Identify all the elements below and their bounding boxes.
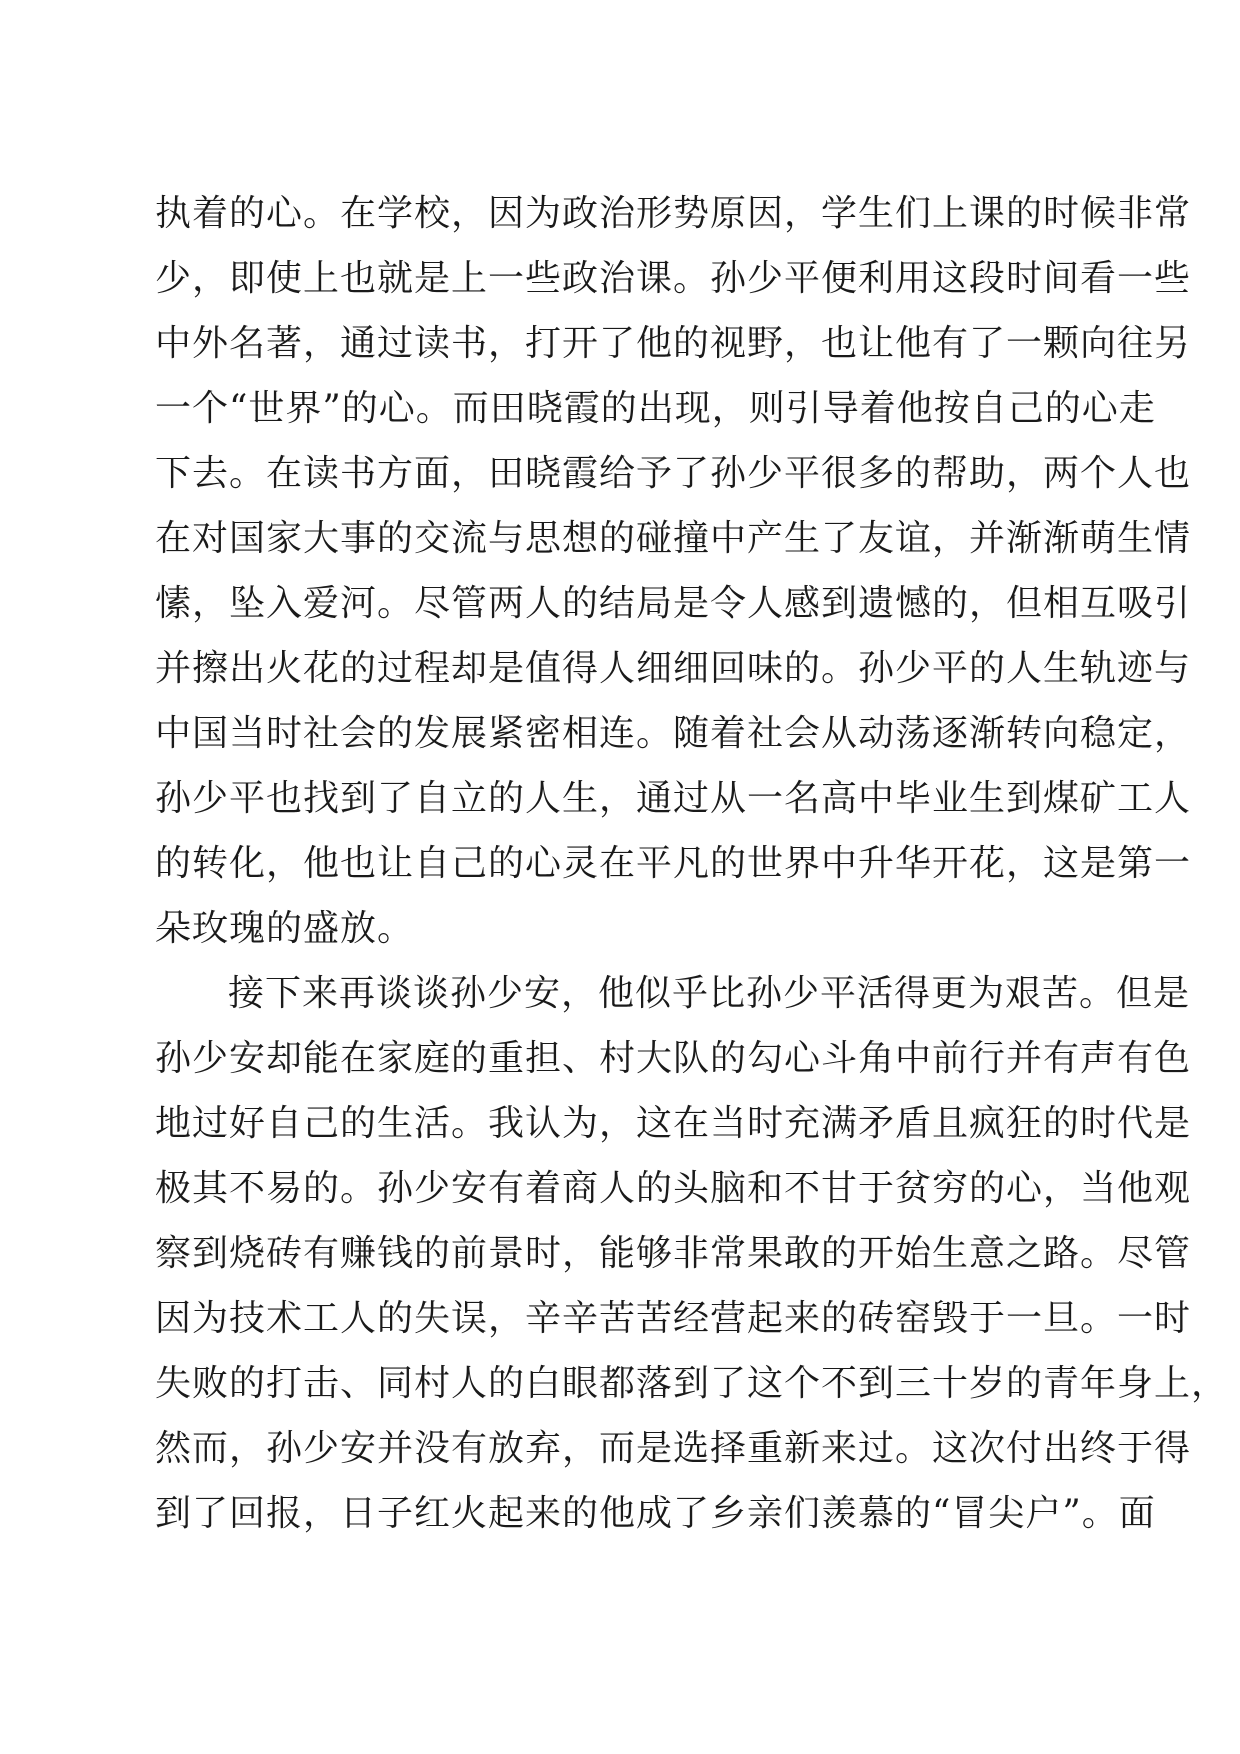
- text-line: 地过好自己的生活。我认为，这在当时充满矛盾且疯狂的时代是: [155, 1103, 1192, 1144]
- text-line: 在对国家大事的交流与思想的碰撞中产生了友谊，并渐渐萌生情: [155, 518, 1192, 559]
- text-line: 少，即使上也就是上一些政治课。孙少平便利用这段时间看一些: [155, 258, 1192, 299]
- text-line: 朵玫瑰的盛放。: [155, 908, 415, 949]
- paragraph-2: [155, 961, 1229, 1546]
- paragraph-1: [155, 181, 1192, 961]
- text-line: 到了回报，日子红火起来的他成了乡亲们羡慕的“冒尖户”。面: [155, 1493, 1156, 1534]
- text-line: 然而，孙少安并没有放弃，而是选择重新来过。这次付出终于得: [155, 1428, 1192, 1469]
- text-line: 中外名著，通过读书，打开了他的视野，也让他有了一颗向往另: [155, 323, 1192, 364]
- body-text: [155, 181, 1229, 1546]
- text-line: 愫，坠入爱河。尽管两人的结局是令人感到遗憾的，但相互吸引: [155, 583, 1192, 624]
- text-line: 失败的打击、同村人的白眼都落到了这个不到三十岁的青年身上，: [155, 1363, 1229, 1404]
- text-line: 极其不易的。孙少安有着商人的头脑和不甘于贫穷的心，当他观: [155, 1168, 1192, 1209]
- text-line: 并擦出火花的过程却是值得人细细回味的。孙少平的人生轨迹与: [155, 648, 1192, 689]
- text-line: 执着的心。在学校，因为政治形势原因，学生们上课的时候非常: [155, 193, 1192, 234]
- text-line: 孙少安却能在家庭的重担、村大队的勾心斗角中前行并有声有色: [155, 1038, 1192, 1079]
- text-line: 孙少平也找到了自立的人生，通过从一名高中毕业生到煤矿工人: [155, 778, 1192, 819]
- text-line: 中国当时社会的发展紧密相连。随着社会从动荡逐渐转向稳定，: [155, 713, 1192, 754]
- text-line: 接下来再谈谈孙少安，他似乎比孙少平活得更为艰苦。但是: [228, 973, 1191, 1014]
- text-line: 下去。在读书方面，田晓霞给予了孙少平很多的帮助，两个人也: [155, 453, 1192, 494]
- text-line: 的转化，他也让自己的心灵在平凡的世界中升华开花，这是第一: [155, 843, 1192, 884]
- text-line: 因为技术工人的失误，辛辛苦苦经营起来的砖窑毁于一旦。一时: [155, 1298, 1192, 1339]
- text-line: 察到烧砖有赚钱的前景时，能够非常果敢的开始生意之路。尽管: [155, 1233, 1192, 1274]
- text-line: 一个“世界”的心。而田晓霞的出现，则引导着他按自己的心走: [155, 388, 1156, 429]
